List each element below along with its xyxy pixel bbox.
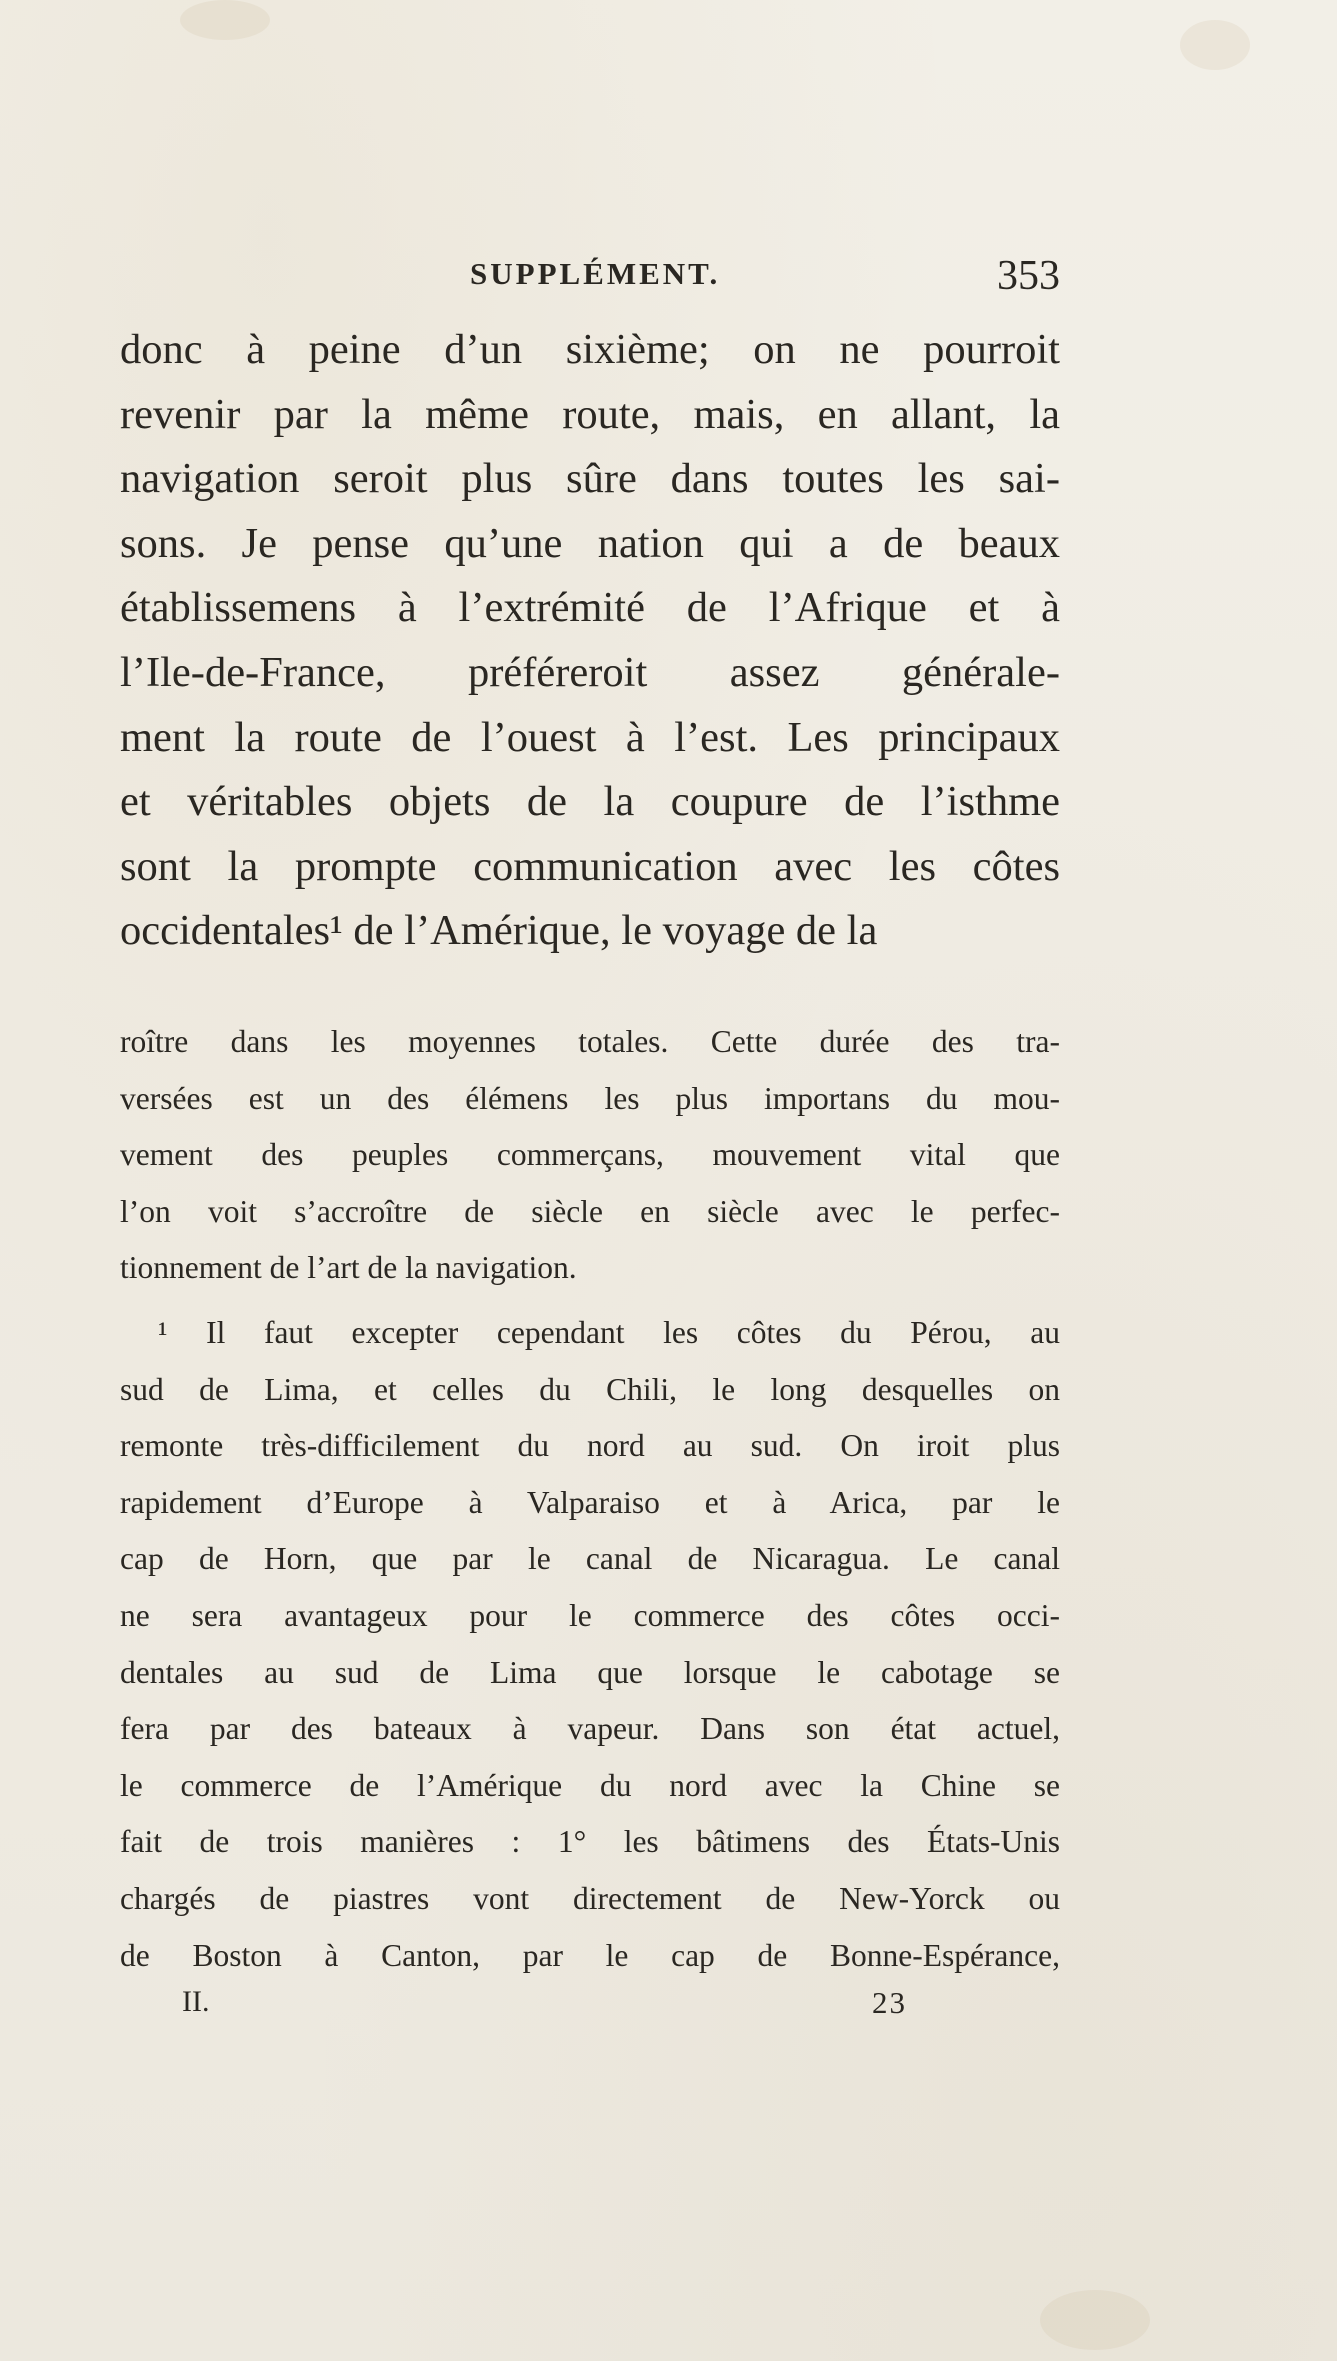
paper-stain <box>180 0 270 40</box>
main-text-line: navigation seroit plus sûre dans toutes les sai- <box>120 455 1060 503</box>
main-text-line: établissemens à l’extrémité de l’Afrique et à <box>120 584 1060 632</box>
sheet-number: 23 <box>872 1985 907 2020</box>
footnote-line: vement des peuples commerçans, mouvement vital que <box>120 1137 1060 1173</box>
page-number: 353 <box>997 253 1060 299</box>
main-text-line: et véritables objets de la coupure de l’isthme <box>120 778 1060 826</box>
footnote-1 <box>120 1305 1060 1984</box>
footnote-line: remonte très-difficilement du nord au sud. On iroit plus <box>120 1428 1060 1464</box>
footnote-line: ¹ Il faut excepter cependant les côtes du Pérou, au <box>158 1315 1060 1350</box>
footnote-line: versées est un des élémens les plus importans du mou- <box>120 1080 1060 1116</box>
footnote-line: tionnement de l’art de la navigation. <box>120 1250 577 1286</box>
running-head: SUPPLÉMENT. <box>470 256 721 291</box>
footnote-line: de Boston à Canton, par le cap de Bonne-Espérance, <box>120 1937 1060 1973</box>
main-text-line: ment la route de l’ouest à l’est. Les principaux <box>120 713 1060 761</box>
footnote-continuation <box>120 1014 1060 1297</box>
footnote-line: l’on voit s’accroître de siècle en siècle avec le perfec- <box>120 1193 1060 1229</box>
main-text-line: l’Ile-de-France, préféreroit assez générale- <box>120 648 1060 696</box>
footnote-line: rapidement d’Europe à Valparaiso et à Arica, par le <box>120 1484 1060 1520</box>
main-text-block <box>120 318 1060 964</box>
footnote-line: sud de Lima, et celles du Chili, le long desquelles on <box>120 1371 1060 1407</box>
main-text-line: sons. Je pense qu’une nation qui a de beaux <box>120 519 1060 567</box>
footnote-line: fera par des bateaux à vapeur. Dans son état actuel, <box>120 1711 1060 1747</box>
signature-mark: II. <box>182 1985 210 2018</box>
page-header <box>120 252 1060 302</box>
footnote-line: ne sera avantageux pour le commerce des côtes occi- <box>120 1597 1060 1633</box>
footnote-line: fait de trois manières : 1° les bâtimens des États-Unis <box>120 1824 1060 1860</box>
main-text-line: occidentales¹ de l’Amérique, le voyage de la <box>120 907 878 955</box>
main-text-line: revenir par la même route, mais, en allant, la <box>120 390 1060 438</box>
paper-stain <box>1180 20 1250 70</box>
page-footer <box>120 1985 1060 2035</box>
footnote-line: roître dans les moyennes totales. Cette durée des tra- <box>120 1024 1060 1059</box>
footnote-line: le commerce de l’Amérique du nord avec la Chine se <box>120 1767 1060 1803</box>
footnote-line: cap de Horn, que par le canal de Nicaragua. Le canal <box>120 1541 1060 1577</box>
footnote-line: dentales au sud de Lima que lorsque le cabotage se <box>120 1654 1060 1690</box>
footnote-line: chargés de piastres vont directement de New-Yorck ou <box>120 1880 1060 1916</box>
main-text-line: donc à peine d’un sixième; on ne pourroit <box>120 326 1060 373</box>
paper-stain <box>1040 2290 1150 2350</box>
main-text-line: sont la prompte communication avec les côtes <box>120 842 1060 890</box>
